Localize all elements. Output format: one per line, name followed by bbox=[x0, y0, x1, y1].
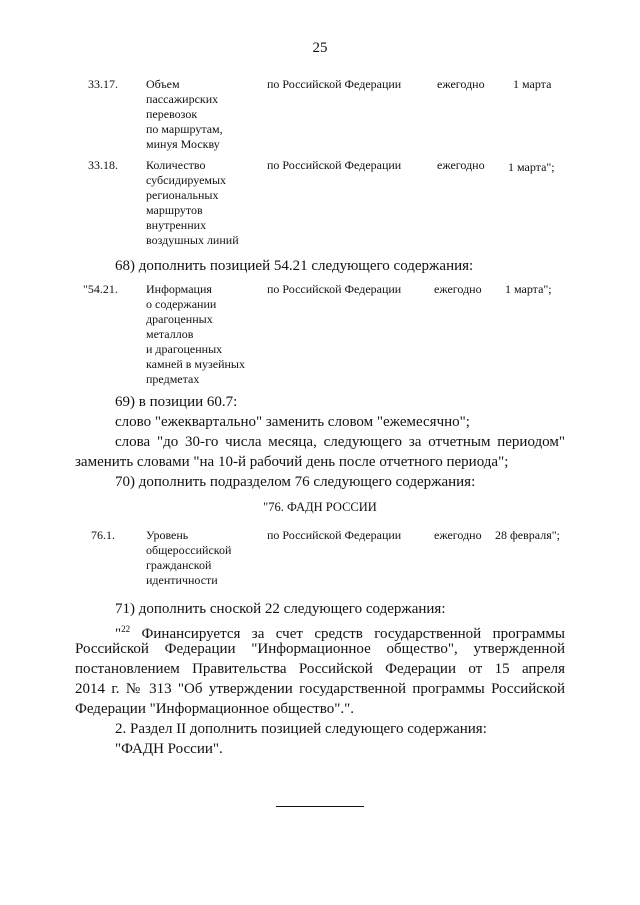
footnote-line2: Российской Федерации "Информационное общество", утвержденной bbox=[75, 641, 565, 657]
paragraph-69: 69) в позиции 60.7: bbox=[115, 394, 238, 410]
paragraph-2: 2. Раздел II дополнить позицией следующего содержания: bbox=[115, 721, 487, 737]
row-date: 1 марта"; bbox=[505, 282, 552, 296]
footnote-text: Финансируется за счет средств государственной программы bbox=[141, 626, 565, 642]
footnote-number: 22 bbox=[121, 624, 131, 634]
row-frequency: ежегодно bbox=[437, 77, 485, 91]
page-number: 25 bbox=[312, 40, 328, 56]
row-name bbox=[146, 77, 264, 152]
paragraph-69b-line2: заменить словами "на 10-й рабочий день после отчетного периода"; bbox=[75, 454, 509, 470]
row-name-line: металлов bbox=[146, 327, 194, 341]
footnote-line4: 2014 г. № 313 "Об утверждении государственной программы Российской bbox=[75, 681, 565, 697]
row-name-line: и драгоценных bbox=[146, 342, 223, 356]
row-name-line: маршрутов bbox=[146, 203, 203, 217]
footnote-quote: " bbox=[115, 626, 122, 642]
row-number: "54.21. bbox=[83, 282, 118, 296]
row-name-line: Объем bbox=[146, 77, 180, 91]
row-scope: по Российской Федерации bbox=[267, 528, 402, 542]
row-name-line: региональных bbox=[146, 188, 219, 202]
footnote-line5: Федерации "Информационное общество".". bbox=[75, 701, 354, 717]
row-name-line: по маршрутам, bbox=[146, 122, 223, 136]
row-date: 28 февраля"; bbox=[495, 528, 560, 542]
row-name-line: пассажирских bbox=[146, 92, 219, 106]
row-scope: по Российской Федерации bbox=[267, 282, 402, 296]
paragraph-71: 71) дополнить сноской 22 следующего содержания: bbox=[115, 601, 446, 617]
paragraph-70: 70) дополнить подразделом 76 следующего содержания: bbox=[115, 474, 476, 490]
row-frequency: ежегодно bbox=[437, 158, 485, 172]
row-name bbox=[146, 158, 264, 248]
row-number: 76.1. bbox=[91, 528, 115, 542]
row-name-line: Количество bbox=[146, 158, 206, 172]
row-name-line: минуя Москву bbox=[146, 137, 220, 151]
row-frequency: ежегодно bbox=[434, 282, 482, 296]
row-name bbox=[146, 528, 264, 588]
row-name bbox=[146, 282, 264, 387]
section-heading-76: "76. ФАДН РОССИИ bbox=[263, 500, 377, 514]
row-name-line: о содержании bbox=[146, 297, 217, 311]
row-date: 1 марта bbox=[513, 77, 552, 91]
footnote-line3: постановлением Правительства Российской Федерации от 15 апреля bbox=[75, 661, 565, 677]
row-name-line: внутренних bbox=[146, 218, 207, 232]
row-name-line: идентичности bbox=[146, 573, 218, 587]
row-name-line: общероссийской bbox=[146, 543, 232, 557]
row-number: 33.18. bbox=[88, 158, 118, 172]
row-name-line: камней в музейных bbox=[146, 357, 245, 371]
row-name-line: драгоценных bbox=[146, 312, 213, 326]
row-name-line: воздушных линий bbox=[146, 233, 239, 247]
row-scope: по Российской Федерации bbox=[267, 77, 402, 91]
row-name-line: гражданской bbox=[146, 558, 212, 572]
row-name-line: предметах bbox=[146, 372, 200, 386]
row-number: 33.17. bbox=[88, 77, 118, 91]
paragraph-2-value: "ФАДН России". bbox=[115, 741, 223, 757]
paragraph-68: 68) дополнить позицией 54.21 следующего содержания: bbox=[115, 258, 474, 274]
row-scope: по Российской Федерации bbox=[267, 158, 402, 172]
row-date: 1 марта"; bbox=[508, 160, 555, 174]
row-frequency: ежегодно bbox=[434, 528, 482, 542]
paragraph-69a: слово "ежеквартально" заменить словом "ежемесячно"; bbox=[115, 414, 470, 430]
row-name-line: субсидируемых bbox=[146, 173, 227, 187]
row-name-line: Уровень bbox=[146, 528, 189, 542]
row-name-line: Информация bbox=[146, 282, 212, 296]
paragraph-69b-line1: слова "до 30-го числа месяца, следующего за отчетным периодом" bbox=[115, 434, 565, 450]
row-name-line: перевозок bbox=[146, 107, 198, 121]
separator-rule bbox=[276, 806, 364, 807]
